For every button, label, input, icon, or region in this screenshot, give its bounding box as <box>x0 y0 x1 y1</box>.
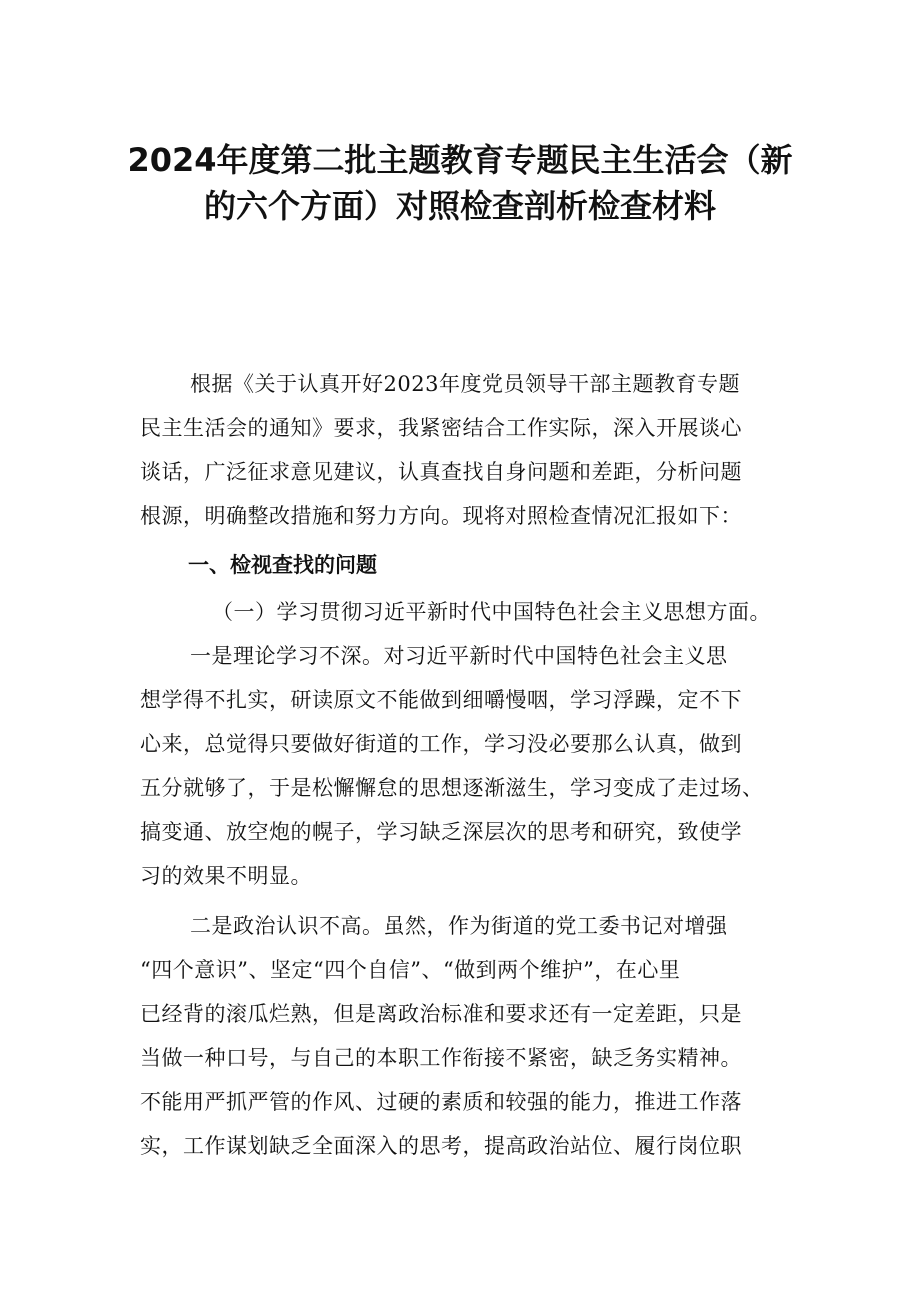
paragraph-line: 习的效果不明显。 <box>140 864 312 888</box>
paragraph-line: 搞变通、放空炮的幌子，学习缺乏深层次的思考和研究，致使学 <box>140 820 742 844</box>
intro-paragraph <box>140 362 785 538</box>
paragraph-line: 不能用严抓严管的作风、过硬的素质和较强的能力，推进工作落 <box>140 1090 742 1114</box>
paragraph-line: 实，工作谋划缺乏全面深入的思考，提高政治站位、履行岗位职 <box>140 1134 742 1158</box>
paragraph-line: 根源，明确整改措施和努力方向。现将对照检查情况汇报如下： <box>140 504 742 528</box>
paragraph-line: 当做一种口号，与自己的本职工作衔接不紧密，缺乏务实精神。 <box>140 1046 742 1070</box>
paragraph-line: 谈话，广泛征求意见建议，认真查找自身问题和差距，分析问题 <box>140 460 742 484</box>
paragraph-line: 民主生活会的通知》要求，我紧密结合工作实际，深入开展谈心 <box>140 416 742 440</box>
paragraph-line: 一是理论学习不深。对习近平新时代中国特色社会主义思 <box>190 644 728 668</box>
point-two-paragraph <box>140 904 785 1168</box>
section-heading: 一、检视查找的问题 <box>188 553 377 577</box>
paragraph-line: 根据《关于认真开好2023年度党员领导干部主题教育专题 <box>190 372 740 396</box>
paragraph-line: 二是政治认识不高。虽然，作为街道的党工委书记对增强 <box>190 914 728 938</box>
paragraph-line: 五分就够了，于是松懈懈怠的思想逐渐滋生，学习变成了走过场、 <box>140 776 764 800</box>
document-title-line-1: 2024年度第二批主题教育专题民主生活会（新 <box>127 141 793 179</box>
paragraph-line: “四个意识”、坚定“四个自信”、“做到两个维护”，在心里 <box>140 958 681 982</box>
point-one-paragraph <box>140 634 785 898</box>
paragraph-line: 已经背的滚瓜烂熟，但是离政治标准和要求还有一定差距，只是 <box>140 1002 742 1026</box>
document-title-line-2: 的六个方面）对照检查剖析检查材料 <box>203 187 716 225</box>
paragraph-line: 心来，总觉得只要做好街道的工作，学习没必要那么认真，做到 <box>140 732 742 756</box>
paragraph-line: 想学得不扎实，研读原文不能做到细嚼慢咽，学习浮躁，定不下 <box>140 688 742 712</box>
subsection-heading: （一）学习贯彻习近平新时代中国特色社会主义思想方面。 <box>212 600 771 624</box>
